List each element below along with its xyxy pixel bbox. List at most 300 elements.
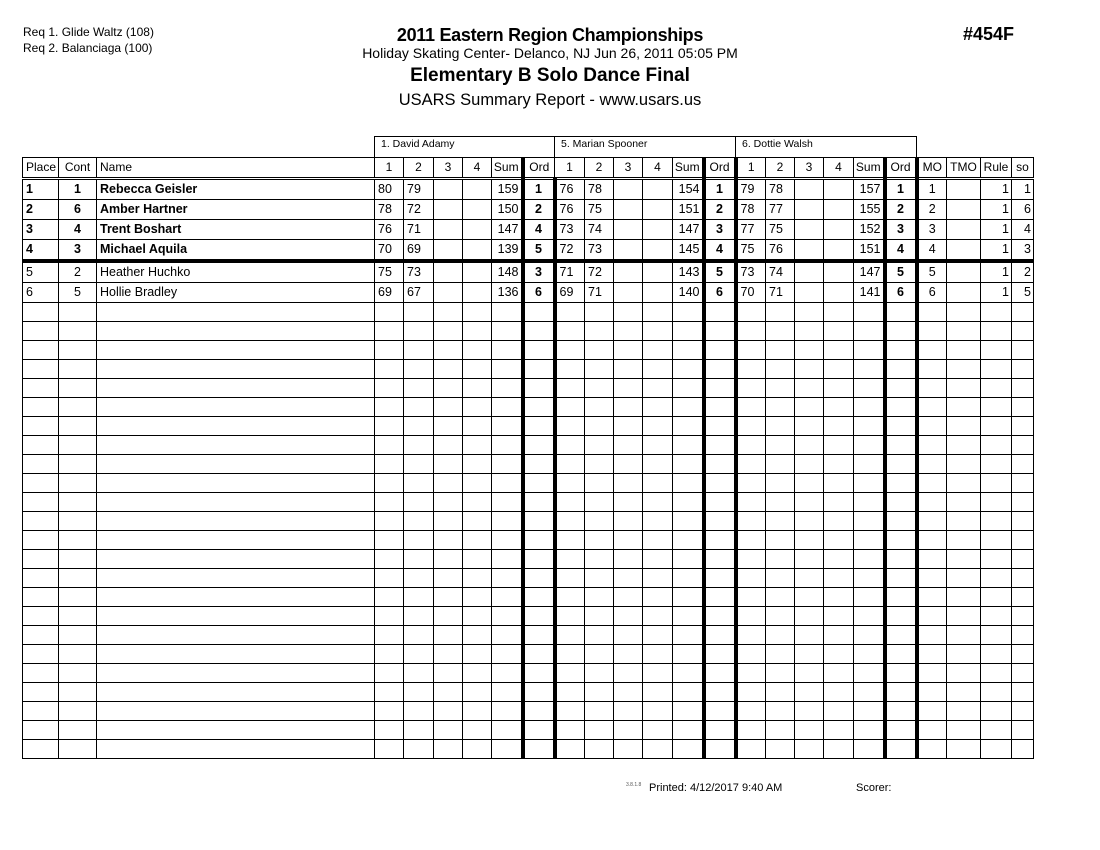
empty-cell xyxy=(492,531,523,550)
empty-cell xyxy=(981,512,1012,531)
empty-cell xyxy=(854,664,885,683)
empty-cell xyxy=(555,550,585,569)
empty-cell xyxy=(981,702,1012,721)
empty-cell xyxy=(643,417,673,436)
empty-cell xyxy=(981,531,1012,550)
empty-cell xyxy=(463,645,492,664)
judge-1-score-1: 80 xyxy=(375,179,404,200)
empty-cell xyxy=(766,341,795,360)
empty-cell xyxy=(97,550,375,569)
empty-cell xyxy=(643,303,673,322)
empty-cell xyxy=(854,360,885,379)
empty-cell xyxy=(704,512,736,531)
empty-cell xyxy=(492,493,523,512)
empty-cell xyxy=(981,607,1012,626)
col-j2-ord: Ord xyxy=(704,158,736,179)
empty-cell xyxy=(375,493,404,512)
empty-cell xyxy=(97,664,375,683)
empty-cell xyxy=(23,531,59,550)
empty-cell xyxy=(643,322,673,341)
empty-cell xyxy=(854,493,885,512)
empty-cell xyxy=(854,531,885,550)
empty-cell xyxy=(404,683,434,702)
empty-cell xyxy=(766,550,795,569)
empty-cell xyxy=(917,512,947,531)
empty-cell xyxy=(673,341,704,360)
empty-cell xyxy=(917,702,947,721)
empty-cell xyxy=(981,436,1012,455)
empty-cell xyxy=(854,721,885,740)
empty-cell xyxy=(917,379,947,398)
empty-cell xyxy=(643,588,673,607)
table-row xyxy=(23,261,1034,283)
empty-cell xyxy=(555,588,585,607)
judge-3-score-1: 75 xyxy=(736,240,766,262)
empty-cell xyxy=(23,626,59,645)
empty-row xyxy=(23,664,1034,683)
empty-cell xyxy=(555,360,585,379)
cont-cell: 1 xyxy=(59,179,97,200)
empty-cell xyxy=(795,569,824,588)
empty-cell xyxy=(434,550,463,569)
empty-cell xyxy=(766,398,795,417)
judge-3-score-3 xyxy=(795,220,824,240)
col-j3-1: 1 xyxy=(736,158,766,179)
empty-cell xyxy=(97,683,375,702)
empty-cell xyxy=(523,740,555,759)
empty-cell xyxy=(434,474,463,493)
empty-cell xyxy=(736,303,766,322)
empty-cell xyxy=(673,569,704,588)
empty-cell xyxy=(981,683,1012,702)
col-j3-sum: Sum xyxy=(854,158,885,179)
empty-cell xyxy=(824,550,854,569)
empty-cell xyxy=(795,436,824,455)
judge-3-sum: 152 xyxy=(854,220,885,240)
empty-cell xyxy=(854,322,885,341)
empty-cell xyxy=(463,721,492,740)
col-j2-2: 2 xyxy=(585,158,614,179)
empty-cell xyxy=(375,550,404,569)
empty-cell xyxy=(673,417,704,436)
empty-cell xyxy=(23,341,59,360)
empty-cell xyxy=(614,322,643,341)
empty-cell xyxy=(854,303,885,322)
empty-cell xyxy=(766,569,795,588)
empty-cell xyxy=(434,702,463,721)
tmo-cell xyxy=(947,179,981,200)
empty-cell xyxy=(404,322,434,341)
judge-1-score-4 xyxy=(463,261,492,283)
rule-cell: 1 xyxy=(981,240,1012,262)
empty-cell xyxy=(947,436,981,455)
empty-cell xyxy=(23,702,59,721)
col-j3-4: 4 xyxy=(824,158,854,179)
empty-cell xyxy=(614,455,643,474)
empty-row xyxy=(23,626,1034,645)
judge-3-score-2: 77 xyxy=(766,200,795,220)
empty-cell xyxy=(766,588,795,607)
empty-cell xyxy=(795,740,824,759)
empty-cell xyxy=(981,360,1012,379)
empty-cell xyxy=(1012,702,1034,721)
empty-cell xyxy=(404,721,434,740)
empty-cell xyxy=(492,436,523,455)
empty-cell xyxy=(854,436,885,455)
judge-1-score-3 xyxy=(434,220,463,240)
empty-cell xyxy=(59,531,97,550)
empty-cell xyxy=(917,303,947,322)
empty-cell xyxy=(375,303,404,322)
empty-cell xyxy=(585,721,614,740)
empty-cell xyxy=(404,398,434,417)
empty-cell xyxy=(981,569,1012,588)
empty-cell xyxy=(1012,303,1034,322)
empty-cell xyxy=(1012,664,1034,683)
empty-cell xyxy=(885,645,917,664)
empty-cell xyxy=(885,417,917,436)
judge-3-score-4 xyxy=(824,200,854,220)
judge-1-score-4 xyxy=(463,179,492,200)
judge-1-score-1: 69 xyxy=(375,283,404,303)
empty-cell xyxy=(523,417,555,436)
empty-cell xyxy=(795,455,824,474)
empty-cell xyxy=(736,721,766,740)
empty-cell xyxy=(795,417,824,436)
empty-cell xyxy=(766,512,795,531)
judge-1-score-4 xyxy=(463,200,492,220)
empty-cell xyxy=(947,455,981,474)
judge-3-score-3 xyxy=(795,179,824,200)
judge-1-score-3 xyxy=(434,240,463,262)
judge-2-score-3 xyxy=(614,200,643,220)
empty-cell xyxy=(59,683,97,702)
empty-cell xyxy=(463,512,492,531)
empty-cell xyxy=(404,531,434,550)
empty-cell xyxy=(585,607,614,626)
empty-row xyxy=(23,683,1034,702)
empty-cell xyxy=(585,493,614,512)
col-j3-ord: Ord xyxy=(885,158,917,179)
judge-3-score-2: 78 xyxy=(766,179,795,200)
empty-cell xyxy=(585,626,614,645)
empty-cell xyxy=(736,417,766,436)
empty-cell xyxy=(824,455,854,474)
judge-1-score-4 xyxy=(463,283,492,303)
place-cell: 5 xyxy=(23,261,59,283)
empty-cell xyxy=(404,436,434,455)
empty-cell xyxy=(404,550,434,569)
empty-cell xyxy=(614,569,643,588)
empty-cell xyxy=(736,740,766,759)
col-j1-3: 3 xyxy=(434,158,463,179)
empty-cell xyxy=(555,512,585,531)
col-j2-1: 1 xyxy=(555,158,585,179)
empty-cell xyxy=(463,607,492,626)
table-row xyxy=(23,240,1034,262)
empty-cell xyxy=(492,721,523,740)
col-j1-4: 4 xyxy=(463,158,492,179)
empty-cell xyxy=(555,341,585,360)
empty-cell xyxy=(1012,493,1034,512)
empty-cell xyxy=(97,531,375,550)
table-row xyxy=(23,220,1034,240)
empty-cell xyxy=(885,436,917,455)
empty-cell xyxy=(434,626,463,645)
empty-cell xyxy=(643,341,673,360)
empty-cell xyxy=(492,303,523,322)
empty-cell xyxy=(585,379,614,398)
empty-cell xyxy=(59,322,97,341)
empty-cell xyxy=(492,645,523,664)
empty-cell xyxy=(981,626,1012,645)
judge-1-sum: 139 xyxy=(492,240,523,262)
empty-cell xyxy=(885,474,917,493)
empty-cell xyxy=(947,398,981,417)
judge-2-score-1: 72 xyxy=(555,240,585,262)
empty-cell xyxy=(766,664,795,683)
judge-2-sum: 151 xyxy=(673,200,704,220)
empty-cell xyxy=(704,436,736,455)
empty-cell xyxy=(59,417,97,436)
empty-cell xyxy=(824,626,854,645)
empty-cell xyxy=(555,417,585,436)
judge-2-score-1: 69 xyxy=(555,283,585,303)
empty-cell xyxy=(463,322,492,341)
empty-cell xyxy=(824,721,854,740)
empty-cell xyxy=(795,645,824,664)
report-title: USARS Summary Report - www.usars.us xyxy=(398,91,702,109)
empty-cell xyxy=(917,664,947,683)
empty-cell xyxy=(97,645,375,664)
empty-cell xyxy=(585,512,614,531)
empty-cell xyxy=(947,512,981,531)
empty-cell xyxy=(555,645,585,664)
judge-1-score-3 xyxy=(434,200,463,220)
empty-cell xyxy=(643,664,673,683)
judge-3-score-2: 74 xyxy=(766,261,795,283)
empty-cell xyxy=(947,664,981,683)
empty-cell xyxy=(555,493,585,512)
empty-cell xyxy=(375,664,404,683)
empty-cell xyxy=(854,607,885,626)
empty-cell xyxy=(947,569,981,588)
judge-3-score-2: 75 xyxy=(766,220,795,240)
version-label: 3.8.1.8 xyxy=(626,782,642,788)
empty-cell xyxy=(885,740,917,759)
empty-cell xyxy=(673,455,704,474)
empty-cell xyxy=(824,740,854,759)
empty-cell xyxy=(736,645,766,664)
empty-cell xyxy=(463,417,492,436)
judge-3-score-3 xyxy=(795,240,824,262)
tmo-cell xyxy=(947,220,981,240)
empty-cell xyxy=(375,626,404,645)
empty-cell xyxy=(947,303,981,322)
empty-cell xyxy=(375,740,404,759)
empty-cell xyxy=(59,569,97,588)
table-body xyxy=(23,179,1034,759)
empty-row xyxy=(23,417,1034,436)
empty-cell xyxy=(885,493,917,512)
empty-cell xyxy=(824,569,854,588)
empty-cell xyxy=(981,398,1012,417)
empty-cell xyxy=(981,493,1012,512)
empty-cell xyxy=(375,645,404,664)
judge-2-score-1: 71 xyxy=(555,261,585,283)
empty-cell xyxy=(704,322,736,341)
rule-cell: 1 xyxy=(981,220,1012,240)
judge-3-score-1: 73 xyxy=(736,261,766,283)
empty-cell xyxy=(673,436,704,455)
empty-cell xyxy=(981,417,1012,436)
empty-cell xyxy=(59,664,97,683)
empty-cell xyxy=(673,379,704,398)
empty-cell xyxy=(673,398,704,417)
empty-cell xyxy=(1012,569,1034,588)
judge-3-score-4 xyxy=(824,220,854,240)
empty-cell xyxy=(555,607,585,626)
empty-cell xyxy=(463,379,492,398)
judge-2-sum: 147 xyxy=(673,220,704,240)
judge-3-ordinal: 3 xyxy=(885,220,917,240)
empty-cell xyxy=(523,322,555,341)
empty-cell xyxy=(375,531,404,550)
empty-cell xyxy=(766,379,795,398)
empty-row xyxy=(23,702,1034,721)
rule-cell: 1 xyxy=(981,261,1012,283)
empty-cell xyxy=(375,436,404,455)
empty-cell xyxy=(434,512,463,531)
judge-1-sum: 136 xyxy=(492,283,523,303)
empty-cell xyxy=(492,417,523,436)
empty-cell xyxy=(795,626,824,645)
judge-1-ordinal: 1 xyxy=(523,179,555,200)
col-tmo: TMO xyxy=(947,158,981,179)
empty-cell xyxy=(824,683,854,702)
empty-cell xyxy=(23,721,59,740)
empty-cell xyxy=(885,303,917,322)
empty-cell xyxy=(59,740,97,759)
empty-cell xyxy=(404,588,434,607)
empty-cell xyxy=(704,702,736,721)
empty-cell xyxy=(885,531,917,550)
table-row xyxy=(23,179,1034,200)
judge-3-score-1: 70 xyxy=(736,283,766,303)
empty-row xyxy=(23,341,1034,360)
empty-cell xyxy=(434,740,463,759)
judge-2-score-2: 75 xyxy=(585,200,614,220)
empty-cell xyxy=(673,645,704,664)
skater-name-cell: Heather Huchko xyxy=(97,261,375,283)
empty-cell xyxy=(766,607,795,626)
col-so: so xyxy=(1012,158,1034,179)
empty-cell xyxy=(614,702,643,721)
empty-cell xyxy=(981,379,1012,398)
empty-row xyxy=(23,721,1034,740)
empty-cell xyxy=(947,531,981,550)
empty-cell xyxy=(585,474,614,493)
empty-cell xyxy=(643,436,673,455)
empty-cell xyxy=(23,493,59,512)
empty-cell xyxy=(555,474,585,493)
empty-cell xyxy=(643,512,673,531)
empty-cell xyxy=(643,569,673,588)
empty-cell xyxy=(375,398,404,417)
empty-cell xyxy=(981,740,1012,759)
empty-cell xyxy=(981,664,1012,683)
empty-cell xyxy=(523,360,555,379)
empty-cell xyxy=(704,550,736,569)
judge-2-score-2: 71 xyxy=(585,283,614,303)
empty-cell xyxy=(585,398,614,417)
empty-cell xyxy=(614,341,643,360)
empty-cell xyxy=(59,721,97,740)
empty-cell xyxy=(854,550,885,569)
empty-cell xyxy=(673,740,704,759)
empty-cell xyxy=(795,721,824,740)
empty-cell xyxy=(555,702,585,721)
empty-cell xyxy=(614,550,643,569)
empty-cell xyxy=(404,740,434,759)
place-cell: 4 xyxy=(23,240,59,262)
empty-cell xyxy=(375,417,404,436)
judge-3-score-3 xyxy=(795,200,824,220)
judge-1-score-1: 76 xyxy=(375,220,404,240)
empty-cell xyxy=(795,664,824,683)
empty-cell xyxy=(736,436,766,455)
empty-cell xyxy=(917,360,947,379)
empty-cell xyxy=(643,645,673,664)
judge-2-ordinal: 1 xyxy=(704,179,736,200)
mo-cell: 5 xyxy=(917,261,947,283)
empty-cell xyxy=(523,569,555,588)
empty-cell xyxy=(824,645,854,664)
empty-cell xyxy=(854,683,885,702)
judge-2-score-4 xyxy=(643,261,673,283)
empty-cell xyxy=(981,322,1012,341)
empty-cell xyxy=(704,474,736,493)
empty-row xyxy=(23,436,1034,455)
empty-cell xyxy=(885,683,917,702)
empty-cell xyxy=(492,740,523,759)
empty-cell xyxy=(981,341,1012,360)
empty-cell xyxy=(59,493,97,512)
empty-cell xyxy=(704,398,736,417)
mo-cell: 2 xyxy=(917,200,947,220)
empty-cell xyxy=(981,455,1012,474)
empty-cell xyxy=(736,626,766,645)
empty-cell xyxy=(824,436,854,455)
judge-1-score-3 xyxy=(434,283,463,303)
empty-cell xyxy=(981,588,1012,607)
col-j2-4: 4 xyxy=(643,158,673,179)
empty-cell xyxy=(981,645,1012,664)
empty-cell xyxy=(463,303,492,322)
empty-cell xyxy=(463,588,492,607)
empty-cell xyxy=(1012,360,1034,379)
empty-cell xyxy=(885,379,917,398)
empty-cell xyxy=(704,740,736,759)
empty-cell xyxy=(59,303,97,322)
empty-cell xyxy=(59,588,97,607)
empty-cell xyxy=(434,588,463,607)
empty-cell xyxy=(97,303,375,322)
empty-cell xyxy=(23,569,59,588)
empty-cell xyxy=(585,702,614,721)
judge-1-ordinal: 2 xyxy=(523,200,555,220)
so-cell: 1 xyxy=(1012,179,1034,200)
